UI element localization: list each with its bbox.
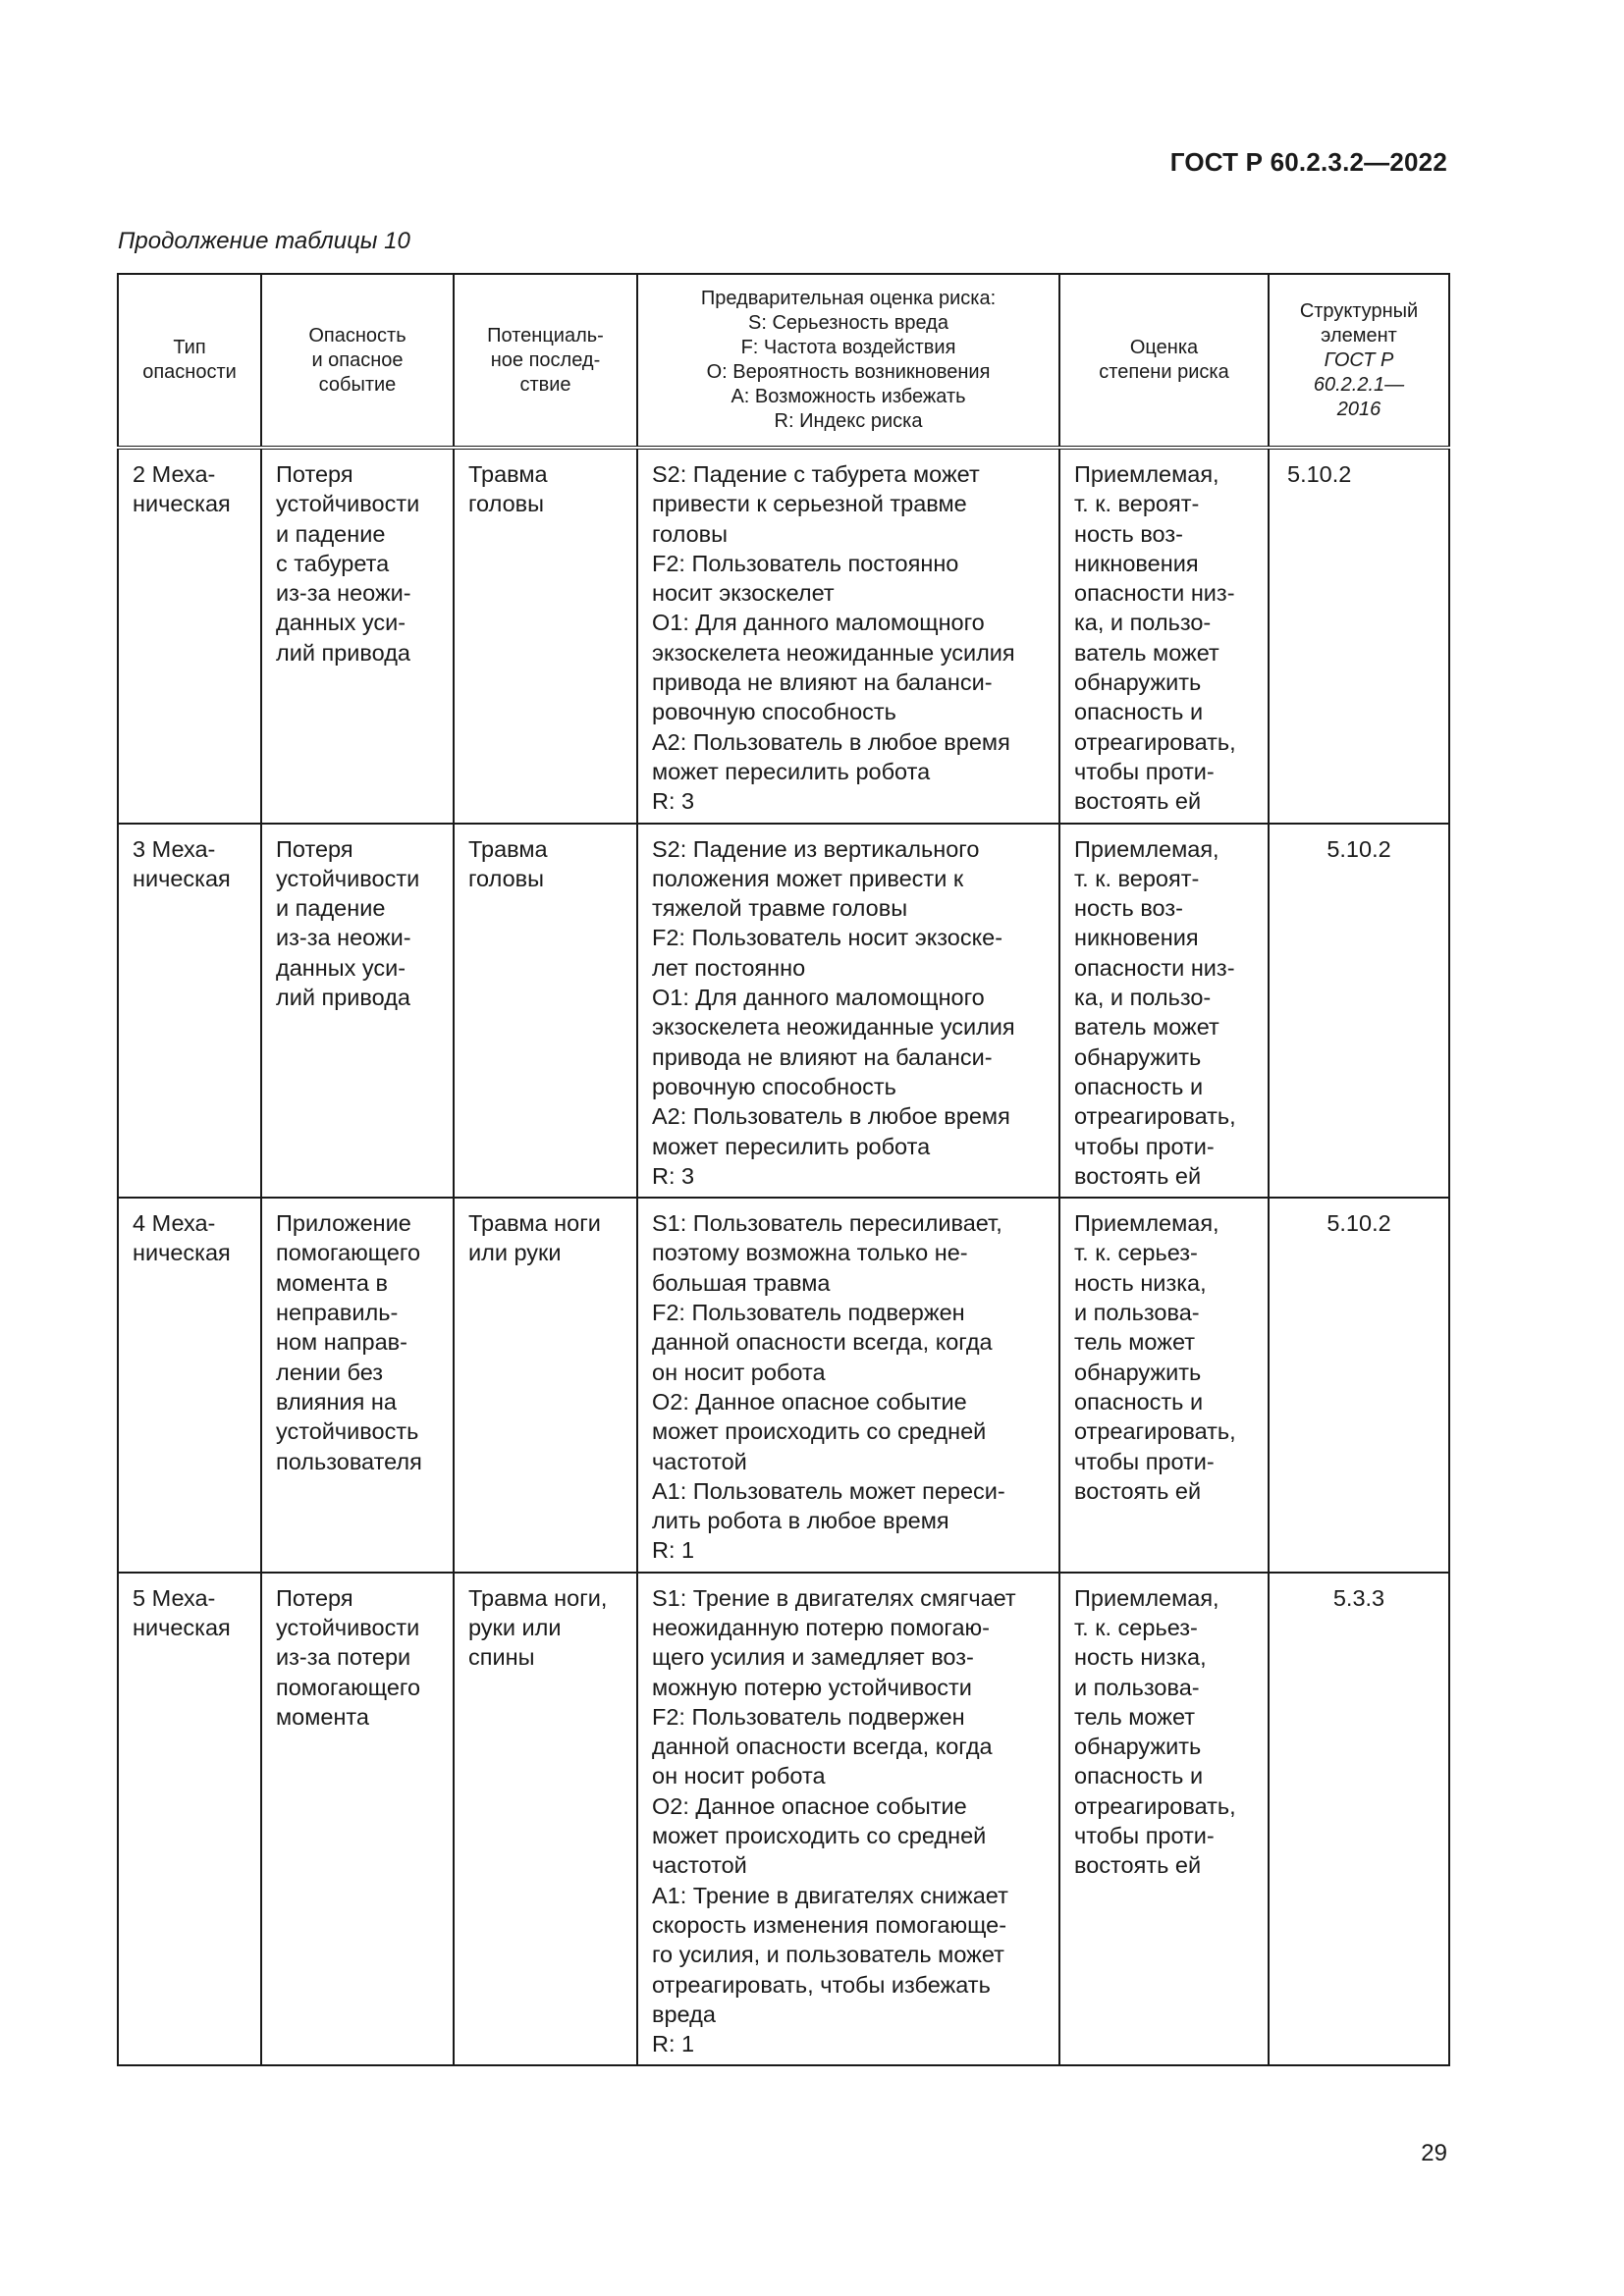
cell-type: 5 Меха- ническая bbox=[118, 1573, 261, 2066]
cell-assessment: S2: Падение с табурета может привести к серьезной травме головы F2: Пользователь постоянно носит экзоскелет O1: Для данного маломощного экзоскелета неожиданные усилия привода не влияют на баланси- ровочную способность A2: Пользователь в любое время может пересилить робота R: 3 bbox=[637, 448, 1059, 824]
page-number: 29 bbox=[1421, 2140, 1447, 2166]
cell-assessment: S2: Падение из вертикального положения может привести к тяжелой травме головы F2: Пользователь носит экзоске- лет постоянно O1: Для данного маломощного экзоскелета неожиданные усилия привода не влияют на баланси- ровочную способность A2: Пользователь в любое время может пересилить робота R: 3 bbox=[637, 824, 1059, 1199]
cell-type: 2 Меха- ническая bbox=[118, 448, 261, 824]
cell-risk-level: Приемлемая, т. к. вероят- ность воз- никновения опасности низ- ка, и пользо- ватель может обнаружить опасность и отреагировать, чтобы проти- востоять ей bbox=[1059, 824, 1269, 1199]
cell-hazard: Потеря устойчивости из-за потери помогающего момента bbox=[261, 1573, 454, 2066]
column-header-type: Тип опасности bbox=[118, 274, 261, 448]
column-header-consequence: Потенциаль- ное послед- ствие bbox=[454, 274, 637, 448]
cell-consequence: Травма ноги или руки bbox=[454, 1198, 637, 1573]
cell-risk-level: Приемлемая, т. к. серьез- ность низка, и пользова- тель может обнаружить опасность и отреагировать, чтобы проти- востоять ей bbox=[1059, 1573, 1269, 2066]
risk-assessment-table bbox=[117, 273, 1450, 2066]
table-row bbox=[118, 824, 1449, 1199]
column-header-hazard: Опасность и опасное событие bbox=[261, 274, 454, 448]
cell-element: 5.10.2 bbox=[1269, 1198, 1449, 1573]
cell-element: 5.3.3 bbox=[1269, 1573, 1449, 2066]
cell-risk-level: Приемлемая, т. к. серьез- ность низка, и пользова- тель может обнаружить опасность и отреагировать, чтобы проти- востоять ей bbox=[1059, 1198, 1269, 1573]
cell-assessment: S1: Трение в двигателях смягчает неожиданную потерю помогаю- щего усилия и замедляет воз- можную потерю устойчивости F2: Пользователь подвержен данной опасности всегда, когда он носит робота O2: Данное опасное событие может происходить со средней частотой A1: Трение в двигателях снижает скорость изменения помогающе- го усилия, и пользователь может отреагировать, чтобы избежать вреда R: 1 bbox=[637, 1573, 1059, 2066]
cell-element: 5.10.2 bbox=[1269, 824, 1449, 1199]
document-code: ГОСТ Р 60.2.3.2—2022 bbox=[1169, 147, 1447, 177]
cell-consequence: Травма головы bbox=[454, 824, 637, 1199]
table-row bbox=[118, 1573, 1449, 2066]
cell-type: 3 Меха- ническая bbox=[118, 824, 261, 1199]
cell-risk-level: Приемлемая, т. к. вероят- ность воз- никновения опасности низ- ка, и пользо- ватель может обнаружить опасность и отреагировать, чтобы проти- востоять ей bbox=[1059, 448, 1269, 824]
cell-hazard: Потеря устойчивости и падение из-за неожи- данных уси- лий привода bbox=[261, 824, 454, 1199]
table-row bbox=[118, 448, 1449, 824]
table-caption: Продолжение таблицы 10 bbox=[118, 228, 410, 254]
table-header-row bbox=[118, 274, 1449, 448]
column-header-assessment: Предварительная оценка риска: S: Серьезность вреда F: Частота воздействия O: Вероятность возникновения A: Возможность избежать R: Индекс риска bbox=[637, 274, 1059, 448]
column-header-risk-level: Оценка степени риска bbox=[1059, 274, 1269, 448]
cell-element: 5.10.2 bbox=[1269, 448, 1449, 824]
cell-consequence: Травма ноги, руки или спины bbox=[454, 1573, 637, 2066]
cell-hazard: Приложение помогающего момента в неправиль- ном направ- лении без влияния на устойчивость пользователя bbox=[261, 1198, 454, 1573]
table-row bbox=[118, 1198, 1449, 1573]
cell-consequence: Травма головы bbox=[454, 448, 637, 824]
cell-hazard: Потеря устойчивости и падение с табурета из-за неожи- данных уси- лий привода bbox=[261, 448, 454, 824]
cell-type: 4 Меха- ническая bbox=[118, 1198, 261, 1573]
cell-assessment: S1: Пользователь пересиливает, поэтому возможна только не- большая травма F2: Пользователь подвержен данной опасности всегда, когда он носит робота O2: Данное опасное событие может происходить со средней частотой A1: Пользователь может переси- лить робота в любое время R: 1 bbox=[637, 1198, 1059, 1573]
column-header-element: Структурный элемент ГОСТ Р 60.2.2.1— 2016 bbox=[1269, 274, 1449, 448]
